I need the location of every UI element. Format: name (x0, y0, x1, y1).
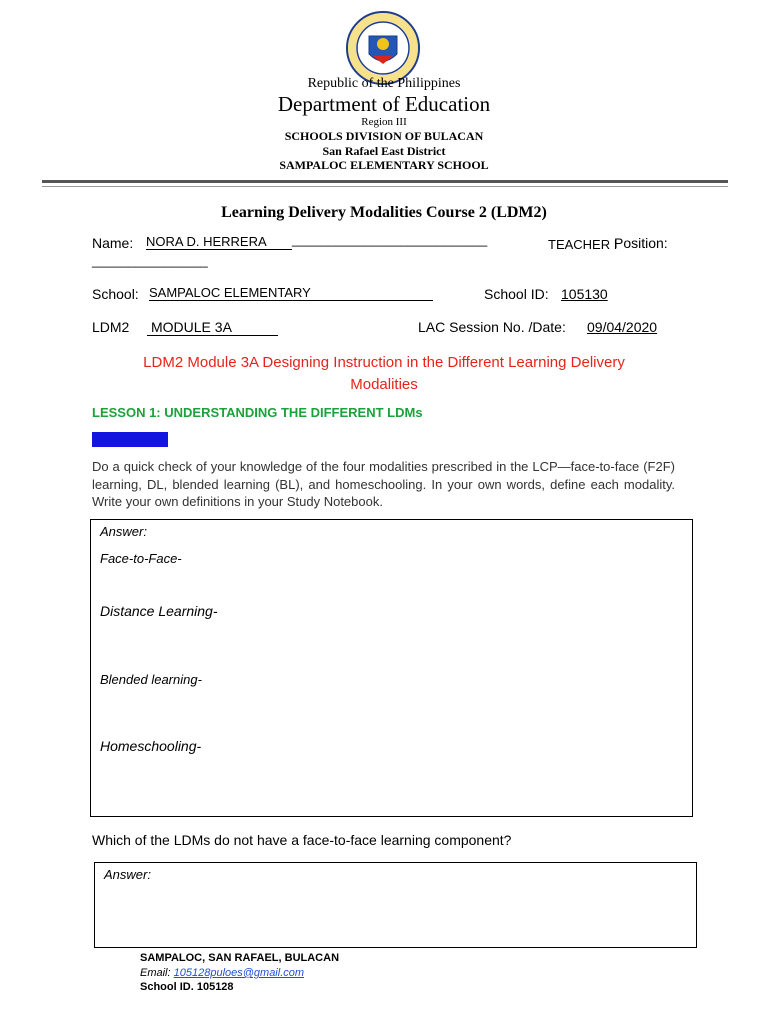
answer-item-f2f: Face-to-Face- (100, 551, 182, 566)
answer-item-homeschool: Homeschooling- (100, 738, 202, 754)
module-title-line2: Modalities (350, 376, 418, 393)
district-line: San Rafael East District (322, 144, 446, 158)
region-line: Region III (361, 116, 407, 128)
department-title: Department of Education (277, 92, 491, 116)
name-value[interactable]: NORA D. HERRERA (146, 234, 292, 250)
module-value[interactable]: MODULE 3A (147, 319, 278, 336)
answer-box-2-label: Answer: (104, 867, 151, 882)
footer-address: SAMPALOC, SAN RAFAEL, BULACAN (140, 952, 340, 964)
position-value[interactable]: TEACHER I (548, 237, 618, 252)
position-label: Position: (614, 235, 668, 251)
answer-box-1-label: Answer: (100, 524, 147, 539)
school-line: SAMPALOC ELEMENTARY SCHOOL (279, 158, 489, 172)
school-id-label: School ID: (484, 286, 549, 302)
footer-email-link[interactable]: 105128puloes@gmail.com (173, 967, 305, 979)
republic-line: Republic of the Philippines (307, 76, 461, 91)
deped-seal (345, 10, 421, 86)
footer-school-id: School ID. 105128 (140, 981, 234, 993)
header-divider (42, 180, 728, 183)
name-label: Name: (92, 235, 134, 251)
header-divider-thin (42, 186, 728, 187)
footer-email-row (140, 967, 304, 979)
question-2: Which of the LDMs do not have a face-to-face learning component? (92, 832, 512, 848)
school-id-value[interactable]: 105130 (561, 286, 608, 302)
lac-label: LAC Session No. /Date: (418, 319, 566, 335)
footer-email-label: Email: (140, 967, 171, 979)
module-title-line1: LDM2 Module 3A Designing Instruction in the Different Learning Delivery (143, 354, 625, 371)
lesson-heading: LESSON 1: UNDERSTANDING THE DIFFERENT LDMs (92, 405, 423, 420)
position-line: ________________ (92, 253, 208, 268)
course-title: Learning Delivery Modalities Course 2 (LDM2) (221, 204, 547, 221)
name-line: ___________________________ (292, 232, 488, 247)
lac-date-value[interactable]: 09/04/2020 (587, 319, 658, 335)
activity-badge: ACTIVITY 1 (92, 432, 168, 447)
answer-item-distance: Distance Learning- (100, 603, 218, 619)
division-line: SCHOOLS DIVISION OF BULACAN (284, 129, 484, 143)
school-value[interactable]: SAMPALOC ELEMENTARY (149, 285, 433, 301)
instructions: Do a quick check of your knowledge of the four modalities prescribed in the LCP—face-to-face (F2F) learning, DL, blended learning (BL), and homeschooling. In your own words, define each modality. Write your own definitions in your Study Notebook. (92, 459, 675, 509)
ldm-label: LDM2 (92, 319, 130, 335)
school-label: School: (92, 286, 139, 302)
answer-box-2[interactable] (94, 862, 697, 948)
answer-item-blended: Blended learning- (100, 672, 202, 687)
